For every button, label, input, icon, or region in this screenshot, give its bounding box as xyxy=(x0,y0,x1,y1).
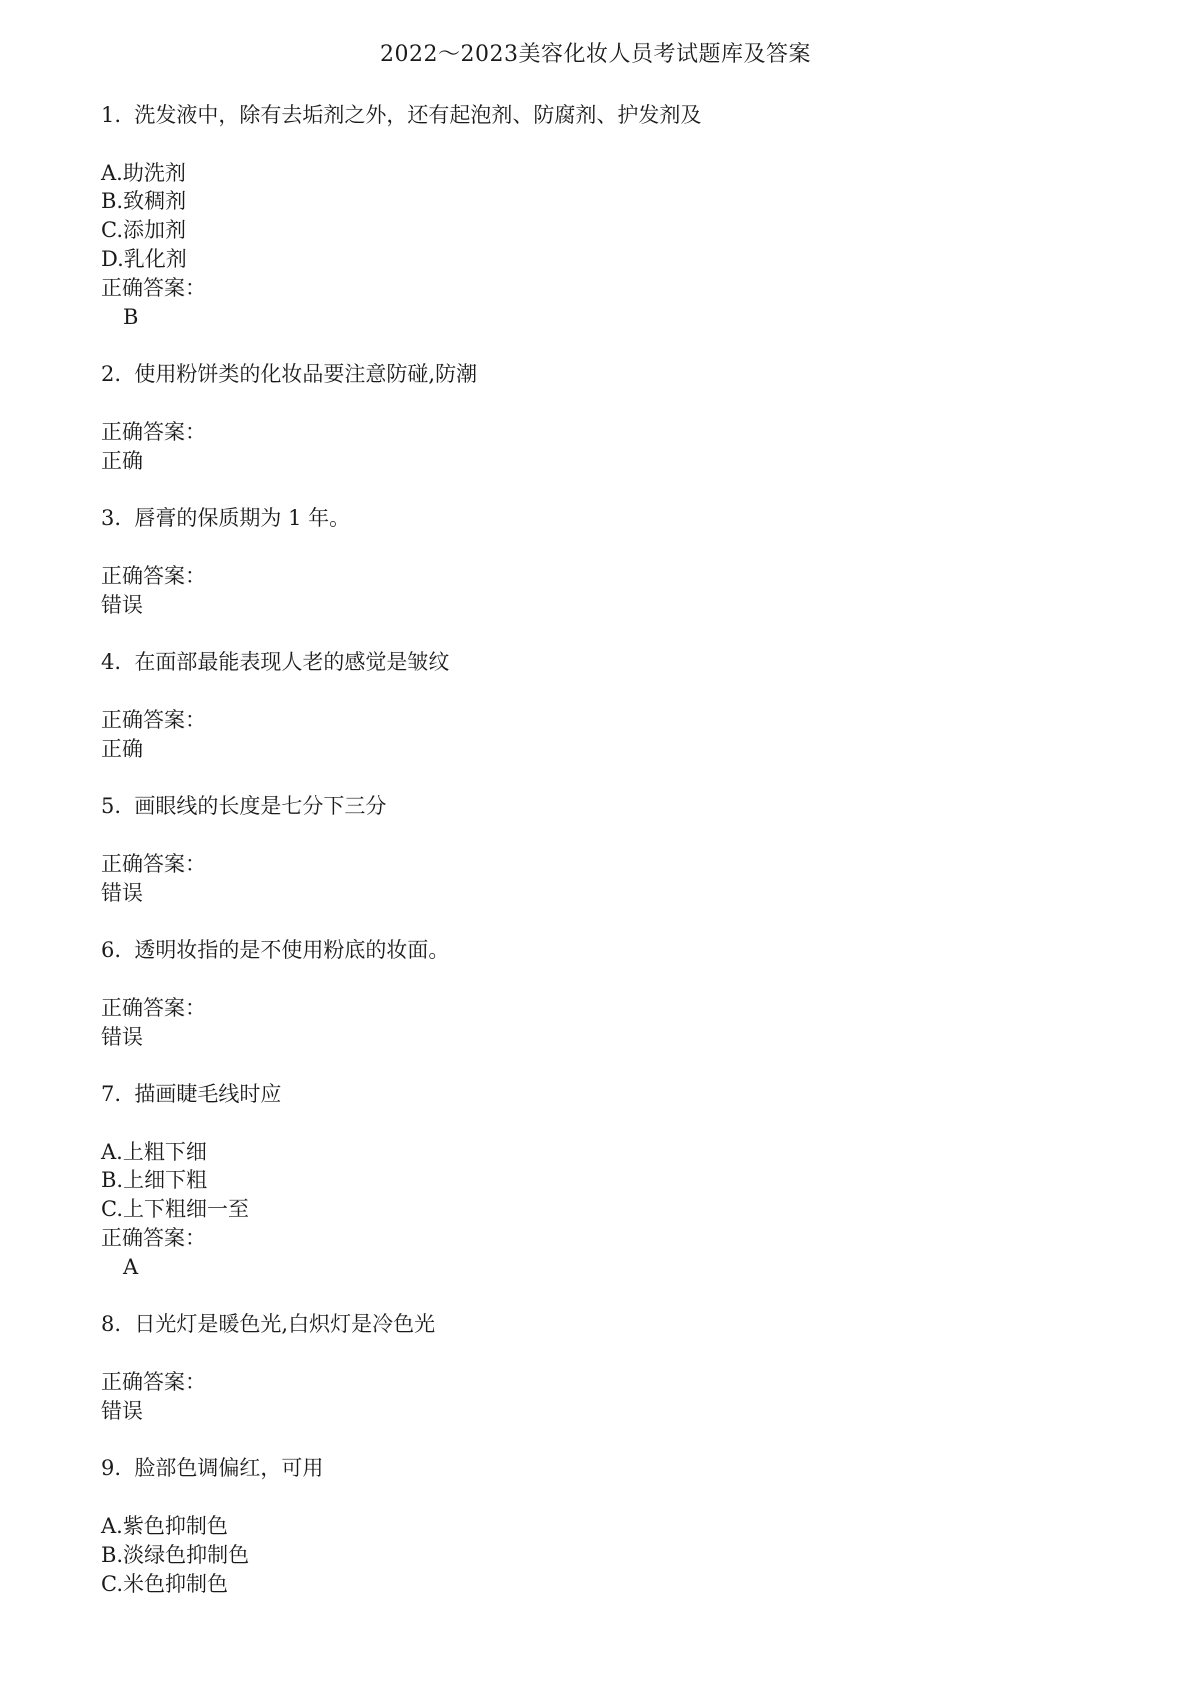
option-a: A.助洗剂 xyxy=(101,160,186,185)
answer-value: A xyxy=(123,1254,139,1279)
question-number: 6. xyxy=(101,938,122,963)
option-b: B.上细下粗 xyxy=(101,1168,208,1193)
option-b: B.淡绿色抑制色 xyxy=(101,1542,250,1567)
question-text xyxy=(101,1310,1101,1339)
question-number: 7. xyxy=(101,1082,122,1107)
question-number: 3. xyxy=(101,506,122,531)
answer-label: 正确答案： xyxy=(101,419,206,444)
question-item xyxy=(101,101,1101,331)
document-title: 2022～2023美容化妆人员考试题库及答案 xyxy=(380,42,811,67)
question-stem: 洗发液中，除有去垢剂之外，还有起泡剂、防腐剂、护发剂及 xyxy=(134,103,702,127)
question-stem: 使用粉饼类的化妆品要注意防碰,防潮 xyxy=(134,362,478,387)
answer-value: B xyxy=(123,304,139,329)
option-a: A.紫色抑制色 xyxy=(101,1514,228,1539)
question-stem: 描画睫毛线时应 xyxy=(134,1082,282,1107)
question-text xyxy=(101,360,1101,389)
question-number: 2. xyxy=(101,362,122,387)
answer-label: 正确答案： xyxy=(101,707,206,732)
question-number: 9. xyxy=(101,1456,122,1481)
option-a: A.上粗下细 xyxy=(101,1139,207,1164)
answer-value: 错误 xyxy=(101,880,143,905)
question-item xyxy=(101,1080,1101,1282)
question-text xyxy=(101,504,1101,533)
answer-label: 正确答案： xyxy=(101,1370,206,1395)
answer-value: 正确 xyxy=(101,448,143,473)
question-item xyxy=(101,936,1101,1051)
answer-label: 正确答案： xyxy=(101,275,206,300)
question-item xyxy=(101,504,1101,619)
option-c: C.上下粗细一至 xyxy=(101,1197,249,1222)
question-item xyxy=(101,360,1101,475)
option-d: D.乳化剂 xyxy=(101,246,187,271)
question-list xyxy=(101,101,1101,1598)
question-text xyxy=(101,936,1101,965)
question-stem: 脸部色调偏红，可用 xyxy=(134,1456,324,1481)
answer-label: 正确答案： xyxy=(101,851,206,876)
question-stem: 日光灯是暖色光,白炽灯是冷色光 xyxy=(134,1312,436,1337)
answer-value: 错误 xyxy=(101,1398,143,1423)
question-text xyxy=(101,648,1101,677)
option-b: B.致稠剂 xyxy=(101,189,187,214)
question-number: 4. xyxy=(101,650,122,675)
question-stem: 在面部最能表现人老的感觉是皱纹 xyxy=(134,650,450,675)
question-number: 8. xyxy=(101,1312,122,1337)
answer-label: 正确答案： xyxy=(101,1226,206,1251)
question-item xyxy=(101,792,1101,907)
question-text xyxy=(101,101,1101,130)
question-item xyxy=(101,1454,1101,1598)
answer-value: 错误 xyxy=(101,592,143,617)
question-number: 5. xyxy=(101,794,122,819)
question-text xyxy=(101,1080,1101,1109)
answer-label: 正确答案： xyxy=(101,563,206,588)
option-c: C.添加剂 xyxy=(101,218,186,243)
answer-label: 正确答案： xyxy=(101,995,206,1020)
option-c: C.米色抑制色 xyxy=(101,1571,228,1596)
answer-value: 错误 xyxy=(101,1024,143,1049)
question-text xyxy=(101,792,1101,821)
question-item xyxy=(101,648,1101,763)
question-text xyxy=(101,1454,1101,1483)
question-stem: 透明妆指的是不使用粉底的妆面。 xyxy=(134,938,450,963)
question-number: 1. xyxy=(101,103,122,127)
question-stem: 画眼线的长度是七分下三分 xyxy=(134,794,387,819)
question-stem: 唇膏的保质期为 1 年。 xyxy=(134,506,351,531)
answer-value: 正确 xyxy=(101,736,143,761)
question-item xyxy=(101,1310,1101,1425)
